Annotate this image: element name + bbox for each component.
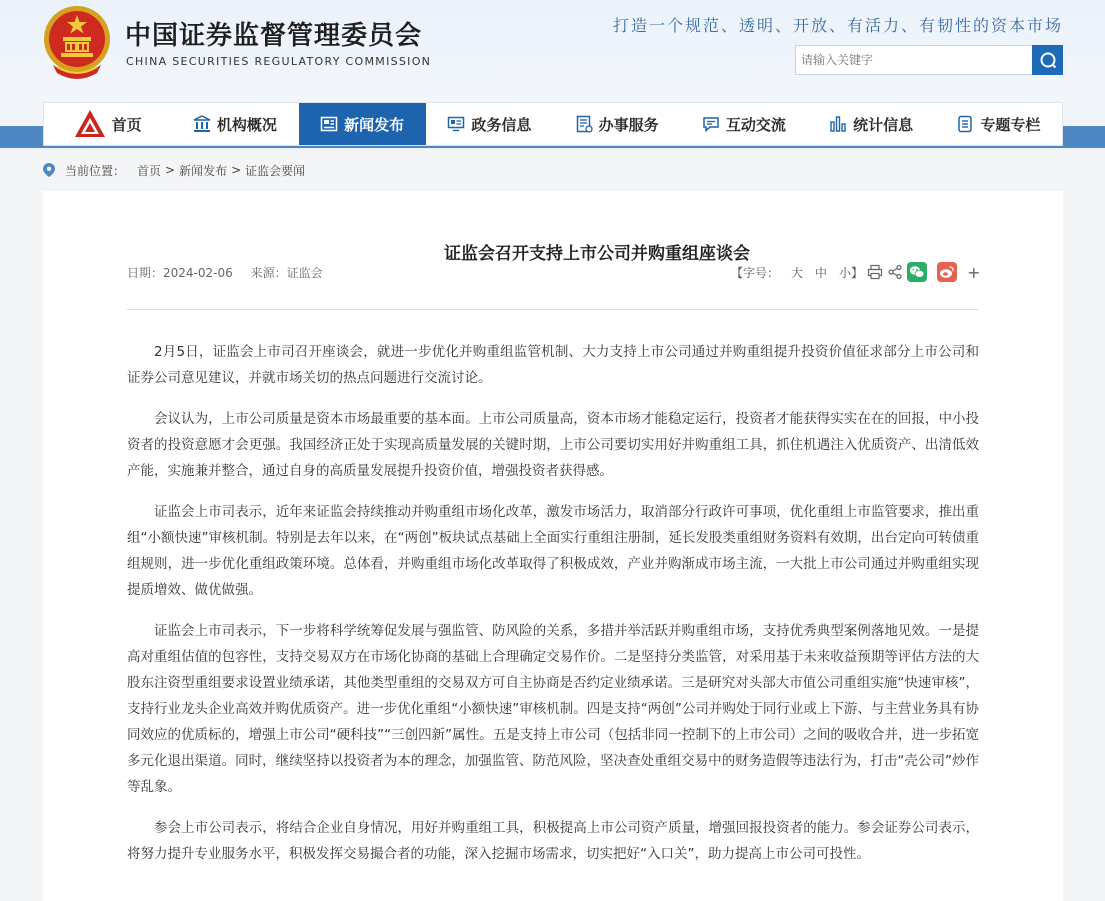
- article-date: 日期：2024-02-06: [127, 266, 233, 280]
- article-paragraph: 参会上市公司表示，将结合企业自身情况，用好并购重组工具，积极提高上市公司资产质量，增强回报投资者的能力。参会证券公司表示，将努力提升专业服务水平，积极发挥交易撮合者的功能，深入挖掘市场需求，切实把好“入口关”，助力提高上市公司可投性。: [127, 820, 979, 862]
- nav-services[interactable]: [553, 103, 680, 145]
- monitor-icon: [447, 115, 465, 133]
- nav-statistics[interactable]: [808, 103, 935, 145]
- breadcrumb: [43, 160, 305, 180]
- nav-label: 办事服务: [598, 115, 659, 134]
- national-emblem-logo[interactable]: [43, 5, 111, 79]
- nav-label: 新闻发布: [344, 115, 405, 134]
- nav-organization[interactable]: [171, 103, 298, 145]
- article-paragraph: 证监会上市司表示，下一步将科学统筹促发展与强监管、防风险的关系，多措并举活跃并购重组市场，支持优秀典型案例落地见效。一是提高对重组估值的包容性，支持交易双方在市场化协商的基础上合理确定交易作价。二是坚持分类监管，对采用基于未来收益预期等评估方法的大股东注资型重组要求设置业绩承诺，其他类型重组的交易双方可自主协商是否约定业绩承诺。三是研究对头部大市值公司重组实施“快速审核”，支持行业龙头企业高效并购优质资产。进一步优化重组“小额快速”审核机制。四是支持“两创”公司并购处于同行业或上下游、与主营业务具有协同效应的优质标的，增强上市公司“硬科技”“三创四新”属性。五是支持上市公司（包括非同一控制下的上市公司）之间的吸收合并，进一步拓宽多元化退出渠道。同时，继续坚持以投资者为本的理念，加强监管、防范风险，坚决查处重组交易中的财务造假等违法行为，打击“壳公司”炒作等乱象。: [127, 623, 979, 795]
- article-paragraph: 证监会上市司表示，近年来证监会持续推动并购重组市场化改革，激发市场活力，取消部分行政许可事项，优化重组上市监管要求，推出重组“小额快速”审核机制。特别是去年以来，在“两创”板块试点基础上全面实行重组注册制，延长发股类重组财务资料有效期，出台定向可转债重组规则，进一步优化重组政策环境。总体看，并购重组市场化改革取得了积极成效，产业并购渐成市场主流，一大批上市公司通过并购重组实现提质增效、做优做强。: [127, 504, 979, 598]
- font-size-label: 【字号：: [731, 265, 780, 280]
- weibo-icon: [939, 265, 955, 279]
- wechat-share-button[interactable]: [907, 262, 927, 282]
- article-title: 证监会召开支持上市公司并购重组座谈会: [444, 244, 750, 264]
- site-slogan: 打造一个规范、透明、开放、有活力、有韧性的资本市场: [612, 16, 1063, 35]
- font-size-small[interactable]: 小】: [839, 265, 864, 280]
- title-divider: [127, 309, 978, 310]
- breadcrumb-separator: >: [165, 163, 176, 177]
- breadcrumb-current[interactable]: 证监会要闻: [245, 163, 306, 178]
- font-size-large[interactable]: 大: [791, 265, 804, 280]
- search-icon: [1039, 51, 1057, 69]
- wechat-icon: [909, 265, 925, 279]
- weibo-share-button[interactable]: [937, 262, 957, 282]
- nav-news[interactable]: [299, 103, 426, 145]
- article-body: [127, 339, 979, 882]
- news-icon: [320, 115, 338, 133]
- article-panel: [43, 191, 1063, 901]
- building-icon: [193, 115, 211, 133]
- breadcrumb-separator: >: [231, 163, 242, 177]
- nav-government-info[interactable]: [426, 103, 553, 145]
- nav-special-topics[interactable]: [935, 103, 1062, 145]
- font-size-medium[interactable]: 中: [815, 265, 828, 280]
- search-button[interactable]: [1032, 45, 1063, 75]
- more-share-icon[interactable]: +: [967, 262, 981, 282]
- nav-label: 政务信息: [471, 115, 532, 134]
- site-title[interactable]: 中国证券监督管理委员会: [125, 21, 423, 51]
- article-tools: [731, 262, 980, 282]
- article-source: 来源：证监会: [250, 266, 323, 280]
- search-input[interactable]: [796, 46, 1028, 74]
- nav-interaction[interactable]: [680, 103, 807, 145]
- breadcrumb-home[interactable]: 首页: [137, 163, 162, 178]
- breadcrumb-news[interactable]: 新闻发布: [179, 163, 228, 178]
- nav-label: 机构概况: [216, 115, 277, 134]
- search-box: [795, 45, 1063, 75]
- home-logo-icon: [74, 109, 106, 139]
- article-paragraph: 会议认为，上市公司质量是资本市场最重要的基本面。上市公司质量高，资本市场才能稳定运行，投资者才能获得实实在在的回报，中小投资者的投资意愿才会更强。我国经济正处于实现高质量发展的关键时期，上市公司要切实用好并购重组工具，抓住机遇注入优质资产、出清低效产能，实施兼并整合，通过自身的高质量发展提升投资价值，增强投资者获得感。: [127, 411, 979, 479]
- article-meta: [127, 264, 337, 281]
- nav-label: 互动交流: [725, 115, 786, 134]
- column-icon: [956, 115, 974, 133]
- location-pin-icon: [43, 163, 55, 177]
- document-list-icon: [575, 115, 593, 133]
- nav-label: 专题专栏: [980, 115, 1041, 134]
- site-header: [43, 5, 1073, 100]
- chat-icon: [702, 115, 720, 133]
- share-icon[interactable]: [887, 264, 903, 280]
- article-paragraph: 2月5日，证监会上市司召开座谈会，就进一步优化并购重组监管机制、大力支持上市公司通过并购重组提升投资价值征求部分上市公司和证券公司意见建议，并就市场关切的热点问题进行交流讨论。: [127, 344, 979, 386]
- site-title-english: CHINA SECURITIES REGULATORY COMMISSION: [126, 55, 432, 68]
- main-nav: [43, 102, 1063, 146]
- bar-chart-icon: [829, 115, 847, 133]
- nav-label: 统计信息: [853, 115, 914, 134]
- print-icon[interactable]: [867, 264, 883, 280]
- breadcrumb-label: 当前位置：: [65, 163, 126, 178]
- nav-home[interactable]: [44, 103, 171, 145]
- nav-label: 首页: [111, 115, 142, 134]
